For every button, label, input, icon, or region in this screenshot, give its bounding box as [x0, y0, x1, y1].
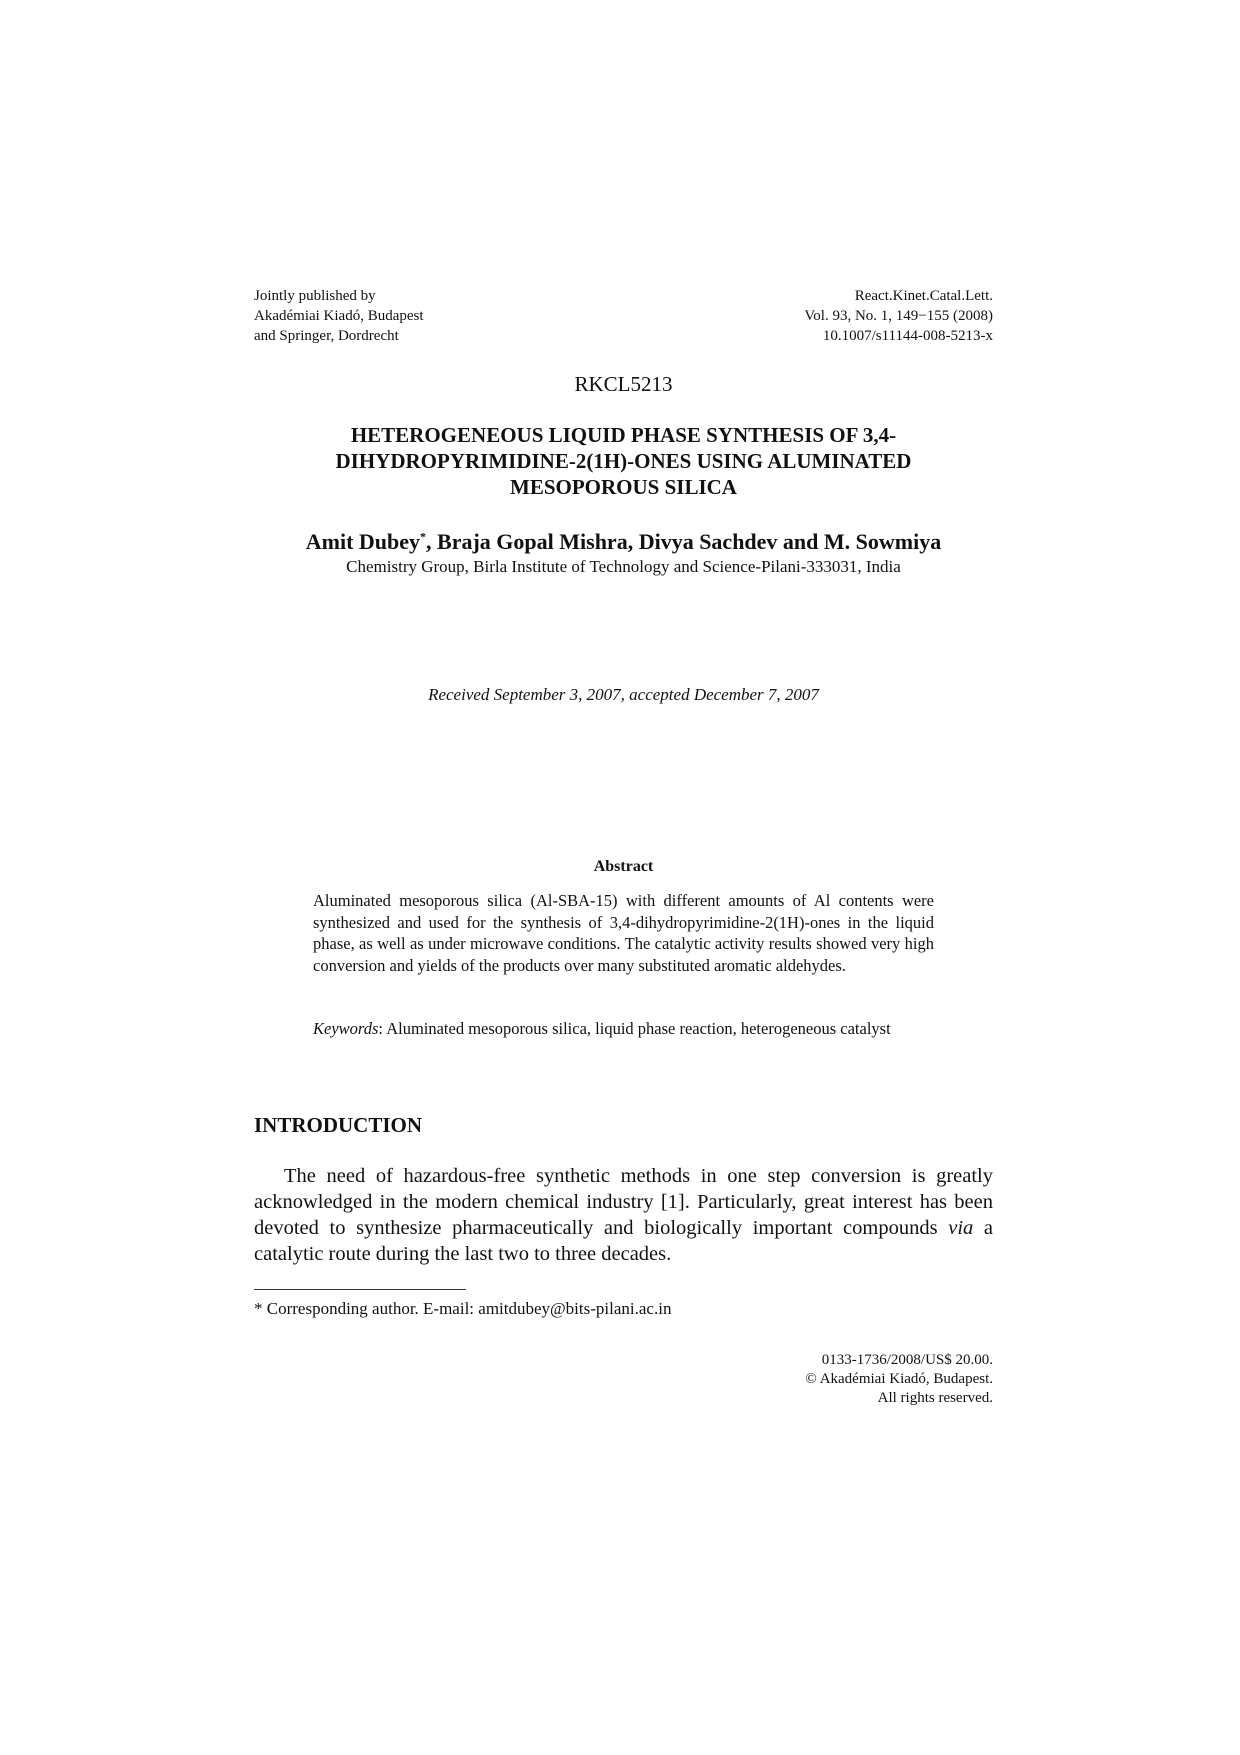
- other-authors: , Braja Gopal Mishra, Divya Sachdev and M. Sowmiya: [426, 529, 942, 554]
- title-line: MESOPOROUS SILICA: [510, 475, 737, 499]
- received-dates: Received September 3, 2007, accepted December 7, 2007: [428, 685, 819, 704]
- abstract-text: Aluminated mesoporous silica (Al-SBA-15) with different amounts of Al contents were synthesized and used for the synthesis of 3,4-dihydropyrimidine-2(1H)-ones in the liquid phase, as well as under microwave conditions. The catalytic activity results showed very high conversion and yields of the products over many substituted aromatic aldehydes.: [313, 891, 934, 976]
- keywords-label: Keywords: [313, 1019, 379, 1038]
- author-list: [254, 528, 993, 556]
- publisher-line: and Springer, Dordrecht: [254, 328, 399, 344]
- rights-reserved: All rights reserved.: [877, 1390, 993, 1406]
- corresponding-author-footnote: * Corresponding author. E-mail: amitdubey@bits-pilani.ac.in: [254, 1299, 672, 1318]
- intro-text: The need of hazardous-free synthetic methods in one step conversion is greatly acknowledged in the modern chemical industry [1]. Particularly, great interest has been devoted to synthesize pharmaceutically and biologically important compounds: [254, 1165, 993, 1239]
- title-line: HETEROGENEOUS LIQUID PHASE SYNTHESIS OF 3,4-: [350, 423, 897, 447]
- copyright-holder: © Akadémiai Kiadó, Budapest.: [805, 1371, 993, 1387]
- journal-info: [640, 286, 993, 346]
- issn-price: 0133-1736/2008/US$ 20.00.: [821, 1352, 993, 1368]
- publisher-line: Akadémiai Kiadó, Budapest: [254, 308, 424, 324]
- title-line: DIHYDROPYRIMIDINE-2(1H)-ONES USING ALUMINATED: [335, 449, 912, 473]
- paper-title: [254, 422, 993, 500]
- publisher-info: [254, 286, 614, 346]
- introduction-heading: INTRODUCTION: [254, 1113, 423, 1137]
- copyright-block: [640, 1351, 993, 1408]
- corresponding-author-marker: *: [420, 529, 427, 544]
- article-code: RKCL5213: [574, 372, 673, 396]
- abstract-heading: Abstract: [593, 858, 654, 875]
- first-author: Amit Dubey: [305, 529, 421, 554]
- affiliation: Chemistry Group, Birla Institute of Technology and Science-Pilani-333031, India: [346, 557, 901, 576]
- journal-name: React.Kinet.Catal.Lett.: [854, 288, 993, 304]
- keywords: [313, 1018, 934, 1040]
- publisher-line: Jointly published by: [254, 288, 376, 304]
- footnote-rule: [254, 1289, 466, 1290]
- intro-text-end: a catalytic route during the last two to three decades.: [254, 1217, 993, 1265]
- intro-via: via: [948, 1217, 974, 1239]
- introduction-paragraph: [254, 1163, 993, 1267]
- journal-doi: 10.1007/s11144-008-5213-x: [822, 328, 993, 344]
- journal-volume: Vol. 93, No. 1, 149−155 (2008): [804, 308, 993, 324]
- keywords-text: : Aluminated mesoporous silica, liquid phase reaction, heterogeneous catalyst: [378, 1019, 891, 1038]
